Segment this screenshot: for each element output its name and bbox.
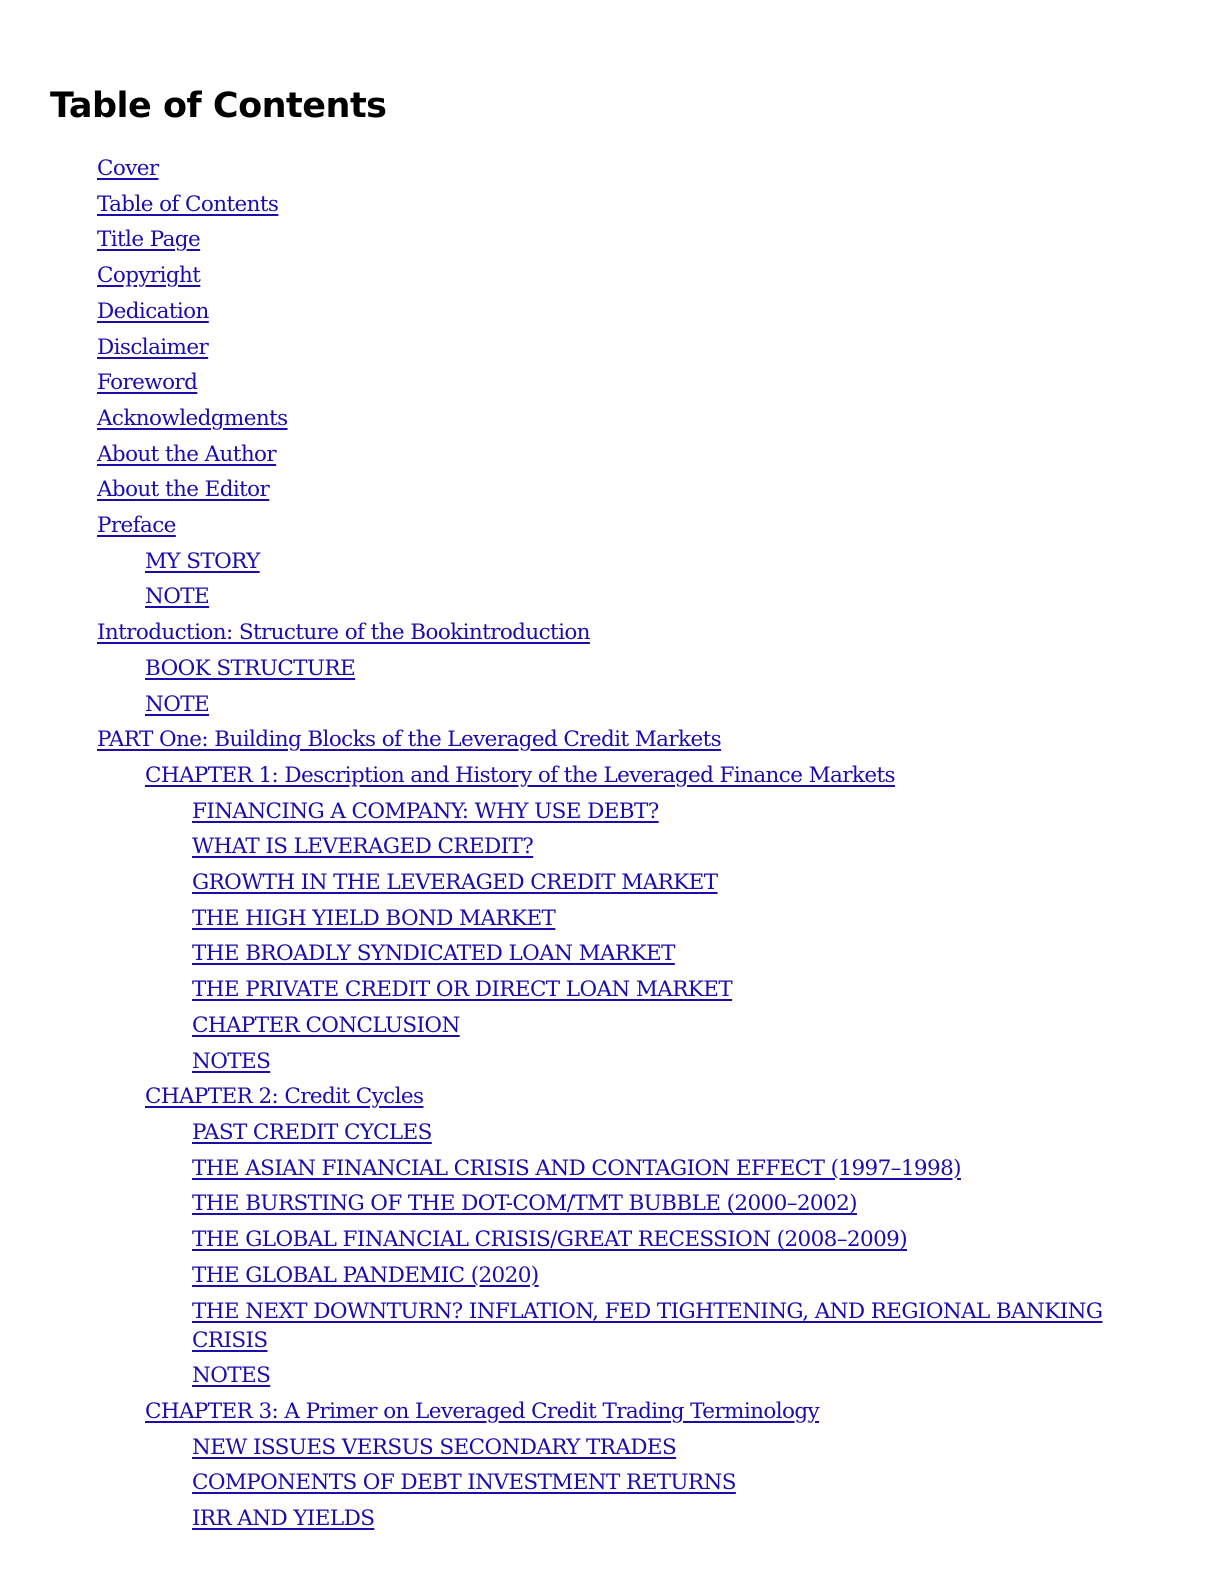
toc-link-about-editor[interactable]: About the Editor (97, 477, 270, 503)
toc-link-financing-a-company[interactable]: FINANCING A COMPANY: WHY USE DEBT? (192, 798, 659, 824)
toc-link-chapter-2[interactable]: CHAPTER 2: Credit Cycles (145, 1084, 424, 1110)
toc-link-next-downturn[interactable]: THE NEXT DOWNTURN? INFLATION, FED TIGHTENING, AND REGIONAL BANKING CRISIS (192, 1298, 1103, 1353)
toc-link-copyright[interactable]: Copyright (97, 263, 201, 289)
toc-link-dedication[interactable]: Dedication (97, 298, 209, 324)
toc-link-irr-and-yields[interactable]: IRR AND YIELDS (192, 1506, 375, 1531)
toc-item (0, 330, 1224, 366)
toc-link-chapter-1-notes[interactable]: NOTES (192, 1048, 271, 1074)
toc-link-introduction[interactable]: Introduction: Structure of the Bookintroduction (97, 620, 590, 646)
toc-item (0, 258, 1224, 294)
toc-link-chapter-1[interactable]: CHAPTER 1: Description and History of the Leveraged Finance Markets (145, 762, 895, 788)
toc-link-global-financial-crisis[interactable]: THE GLOBAL FINANCIAL CRISIS/GREAT RECESSION (2008–2009) (192, 1227, 908, 1253)
toc-item (0, 1258, 1224, 1294)
toc-item (0, 794, 1224, 830)
toc-item (0, 1430, 1224, 1466)
toc-item (0, 901, 1224, 937)
toc-item (0, 508, 1224, 544)
toc-item (0, 401, 1224, 437)
toc-link-table-of-contents[interactable]: Table of Contents (97, 191, 279, 217)
toc-link-past-credit-cycles[interactable]: PAST CREDIT CYCLES (192, 1119, 432, 1145)
toc-link-preface[interactable]: Preface (97, 513, 176, 539)
toc-link-disclaimer[interactable]: Disclaimer (97, 334, 209, 360)
toc-item (0, 1501, 1224, 1537)
toc-link-what-is-leveraged-credit[interactable]: WHAT IS LEVERAGED CREDIT? (192, 834, 534, 860)
toc-link-chapter-2-notes[interactable]: NOTES (192, 1363, 271, 1389)
toc-item (0, 472, 1224, 508)
toc-item (0, 544, 1224, 580)
toc-link-introduction-note[interactable]: NOTE (145, 691, 210, 717)
toc-item (0, 651, 1224, 687)
page-title: Table of Contents (50, 86, 387, 126)
toc-item (0, 1044, 1224, 1080)
toc-item (0, 865, 1224, 901)
toc-item (0, 222, 1224, 258)
toc-item (0, 365, 1224, 401)
toc-item (0, 1115, 1224, 1151)
toc-link-new-issues-vs-secondary[interactable]: NEW ISSUES VERSUS SECONDARY TRADES (192, 1434, 677, 1460)
toc-item (0, 1079, 1224, 1115)
toc-item (0, 972, 1224, 1008)
toc-link-growth-leveraged-credit[interactable]: GROWTH IN THE LEVERAGED CREDIT MARKET (192, 870, 718, 896)
toc-item (0, 151, 1224, 187)
toc-link-chapter-conclusion[interactable]: CHAPTER CONCLUSION (192, 1012, 460, 1038)
toc-link-my-story[interactable]: MY STORY (145, 548, 260, 574)
toc-link-acknowledgments[interactable]: Acknowledgments (97, 405, 288, 431)
toc-item (0, 1008, 1224, 1044)
toc-link-dot-com-bubble[interactable]: THE BURSTING OF THE DOT-COM/TMT BUBBLE (2000–2002) (192, 1191, 857, 1217)
toc-link-title-page[interactable]: Title Page (97, 227, 201, 253)
toc-link-cover[interactable]: Cover (97, 156, 159, 181)
toc-item (0, 294, 1224, 330)
toc-item (0, 687, 1224, 723)
toc-item (0, 579, 1224, 615)
toc-link-broadly-syndicated-loan[interactable]: THE BROADLY SYNDICATED LOAN MARKET (192, 941, 675, 967)
toc-item (0, 437, 1224, 473)
toc-item (0, 615, 1224, 651)
toc-item (0, 936, 1224, 972)
toc-link-components-of-returns[interactable]: COMPONENTS OF DEBT INVESTMENT RETURNS (192, 1470, 736, 1496)
toc-link-foreword[interactable]: Foreword (97, 370, 198, 396)
toc-link-high-yield-bond-market[interactable]: THE HIGH YIELD BOND MARKET (192, 905, 556, 931)
toc-item (0, 1358, 1224, 1394)
toc-link-private-credit[interactable]: THE PRIVATE CREDIT OR DIRECT LOAN MARKET (192, 977, 733, 1003)
toc-list (0, 151, 1224, 1537)
toc-item (0, 1151, 1224, 1187)
toc-link-global-pandemic[interactable]: THE GLOBAL PANDEMIC (2020) (192, 1262, 539, 1288)
toc-link-asian-financial-crisis[interactable]: THE ASIAN FINANCIAL CRISIS AND CONTAGION EFFECT (1997–1998) (192, 1155, 961, 1181)
toc-item (0, 187, 1224, 223)
toc-item (0, 829, 1224, 865)
toc-item (0, 1294, 1224, 1359)
toc-item (0, 1186, 1224, 1222)
toc-link-book-structure[interactable]: BOOK STRUCTURE (145, 655, 356, 681)
toc-item (0, 1222, 1224, 1258)
toc-item (0, 758, 1224, 794)
toc-item (0, 1394, 1224, 1430)
toc-item (0, 1465, 1224, 1501)
toc-link-about-author[interactable]: About the Author (97, 441, 277, 467)
toc-link-chapter-3[interactable]: CHAPTER 3: A Primer on Leveraged Credit Trading Terminology (145, 1398, 820, 1424)
toc-link-part-one[interactable]: PART One: Building Blocks of the Leveraged Credit Markets (97, 727, 722, 753)
toc-link-preface-note[interactable]: NOTE (145, 584, 210, 610)
toc-item (0, 722, 1224, 758)
